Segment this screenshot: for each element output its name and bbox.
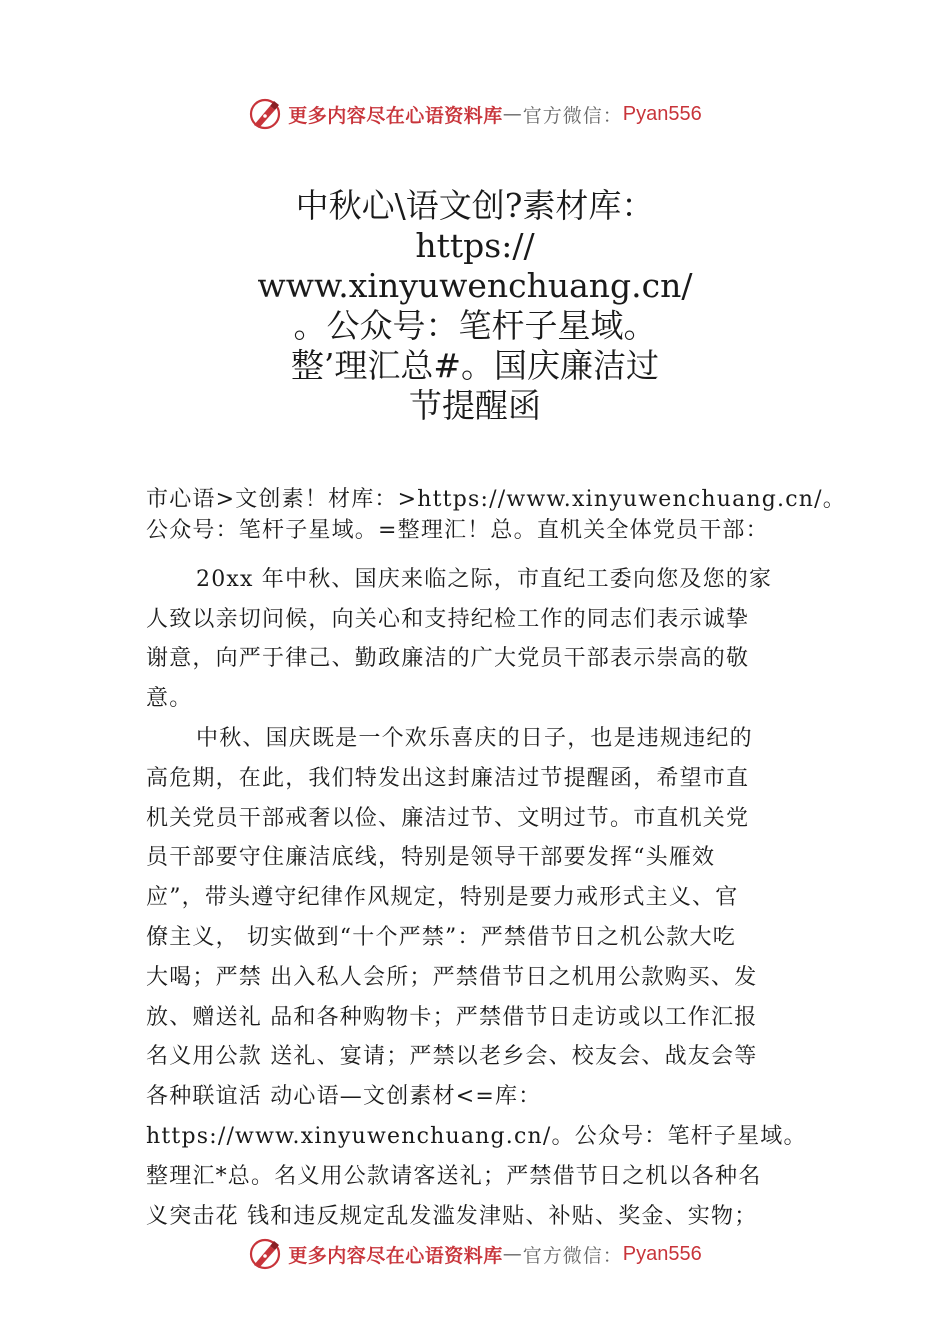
title-line: 整’理汇总#。国庆廉洁过 [290, 346, 660, 385]
watermark-wechat-id: Pyan556 [622, 102, 702, 125]
watermark-separator: — [502, 1243, 523, 1265]
body-line: 应”，带头遵守纪律作风规定，特别是要力戒形式主义、官 [146, 885, 739, 911]
body-line: https://www.xinyuwenchuang.cn/。公众号：笔杆子星域。 [146, 1123, 807, 1149]
body-line: 放、赠送礼 品和各种购物卡；严禁借节日走访或以工作汇报 [146, 1004, 758, 1030]
body-line: 公众号：笔杆子星域。=整理汇！总。直机关全体党员干部： [146, 517, 769, 543]
body-line: 人致以亲切问候，向关心和支持纪检工作的同志们表示诚挚 [146, 606, 750, 632]
body-line: 中秋、国庆既是一个欢乐喜庆的日子，也是违规违纪的 [196, 725, 753, 751]
watermark-wechat-id: Pyan556 [622, 1242, 702, 1265]
title-line: 中秋心\语文创?素材库： [295, 186, 655, 225]
body-line: 大喝；严禁 出入私人会所；严禁借节日之机用公款购买、发 [146, 964, 758, 990]
body-line: 20xx 年中秋、国庆来临之际，市直纪工委向您及您的家 [196, 566, 773, 592]
body-line: 名义用公款 送礼、宴请；严禁以老乡会、校友会、战友会等 [146, 1044, 758, 1070]
body-line: 意。 [146, 686, 193, 712]
body-line: 僚主义， 切实做到“十个严禁”：严禁借节日之机公款大吃 [146, 924, 736, 950]
body-line: 机关党员干部戒奢以俭、廉洁过节、文明过节。市直机关党 [146, 805, 750, 831]
document-title [140, 186, 810, 426]
watermark-sub-text: 官方微信： [522, 1244, 623, 1267]
watermark-main-text: 更多内容尽在心语资料库 [288, 104, 503, 127]
watermark-main-text: 更多内容尽在心语资料库 [288, 1244, 503, 1267]
title-line: 。公众号：笔杆子星域。 [293, 306, 657, 345]
body-line: 高危期，在此，我们特发出这封廉洁过节提醒函，希望市直 [146, 765, 750, 791]
watermark-sub-text: 官方微信： [522, 104, 623, 127]
title-line: https:// [415, 226, 535, 265]
title-line: www.xinyuwenchuang.cn/ [257, 266, 693, 305]
footer-watermark [0, 1234, 950, 1274]
watermark-separator: — [502, 103, 523, 125]
header-watermark [0, 94, 950, 134]
title-line: 节提醒函 [409, 386, 541, 425]
body-line: 各种联谊活 动心语—文创素材<=库： [146, 1084, 542, 1110]
body-line: 整理汇*总。名义用公款请客送礼；严禁借节日之机以各种名 [146, 1163, 762, 1189]
document-body [146, 480, 846, 1236]
pen-nib-logo-icon [248, 1237, 282, 1271]
body-line: 市心语>文创素！材库：>https://www.xinyuwenchuang.cn/。 [146, 487, 846, 512]
body-line: 义突击花 钱和违反规定乱发滥发津贴、补贴、奖金、实物； [146, 1203, 758, 1229]
body-line: 谢意，向严于律己、勤政廉洁的广大党员干部表示崇高的敬 [146, 646, 750, 672]
body-line: 员干部要守住廉洁底线，特别是领导干部要发挥“头雁效 [146, 845, 716, 871]
pen-nib-logo-icon [248, 97, 282, 131]
